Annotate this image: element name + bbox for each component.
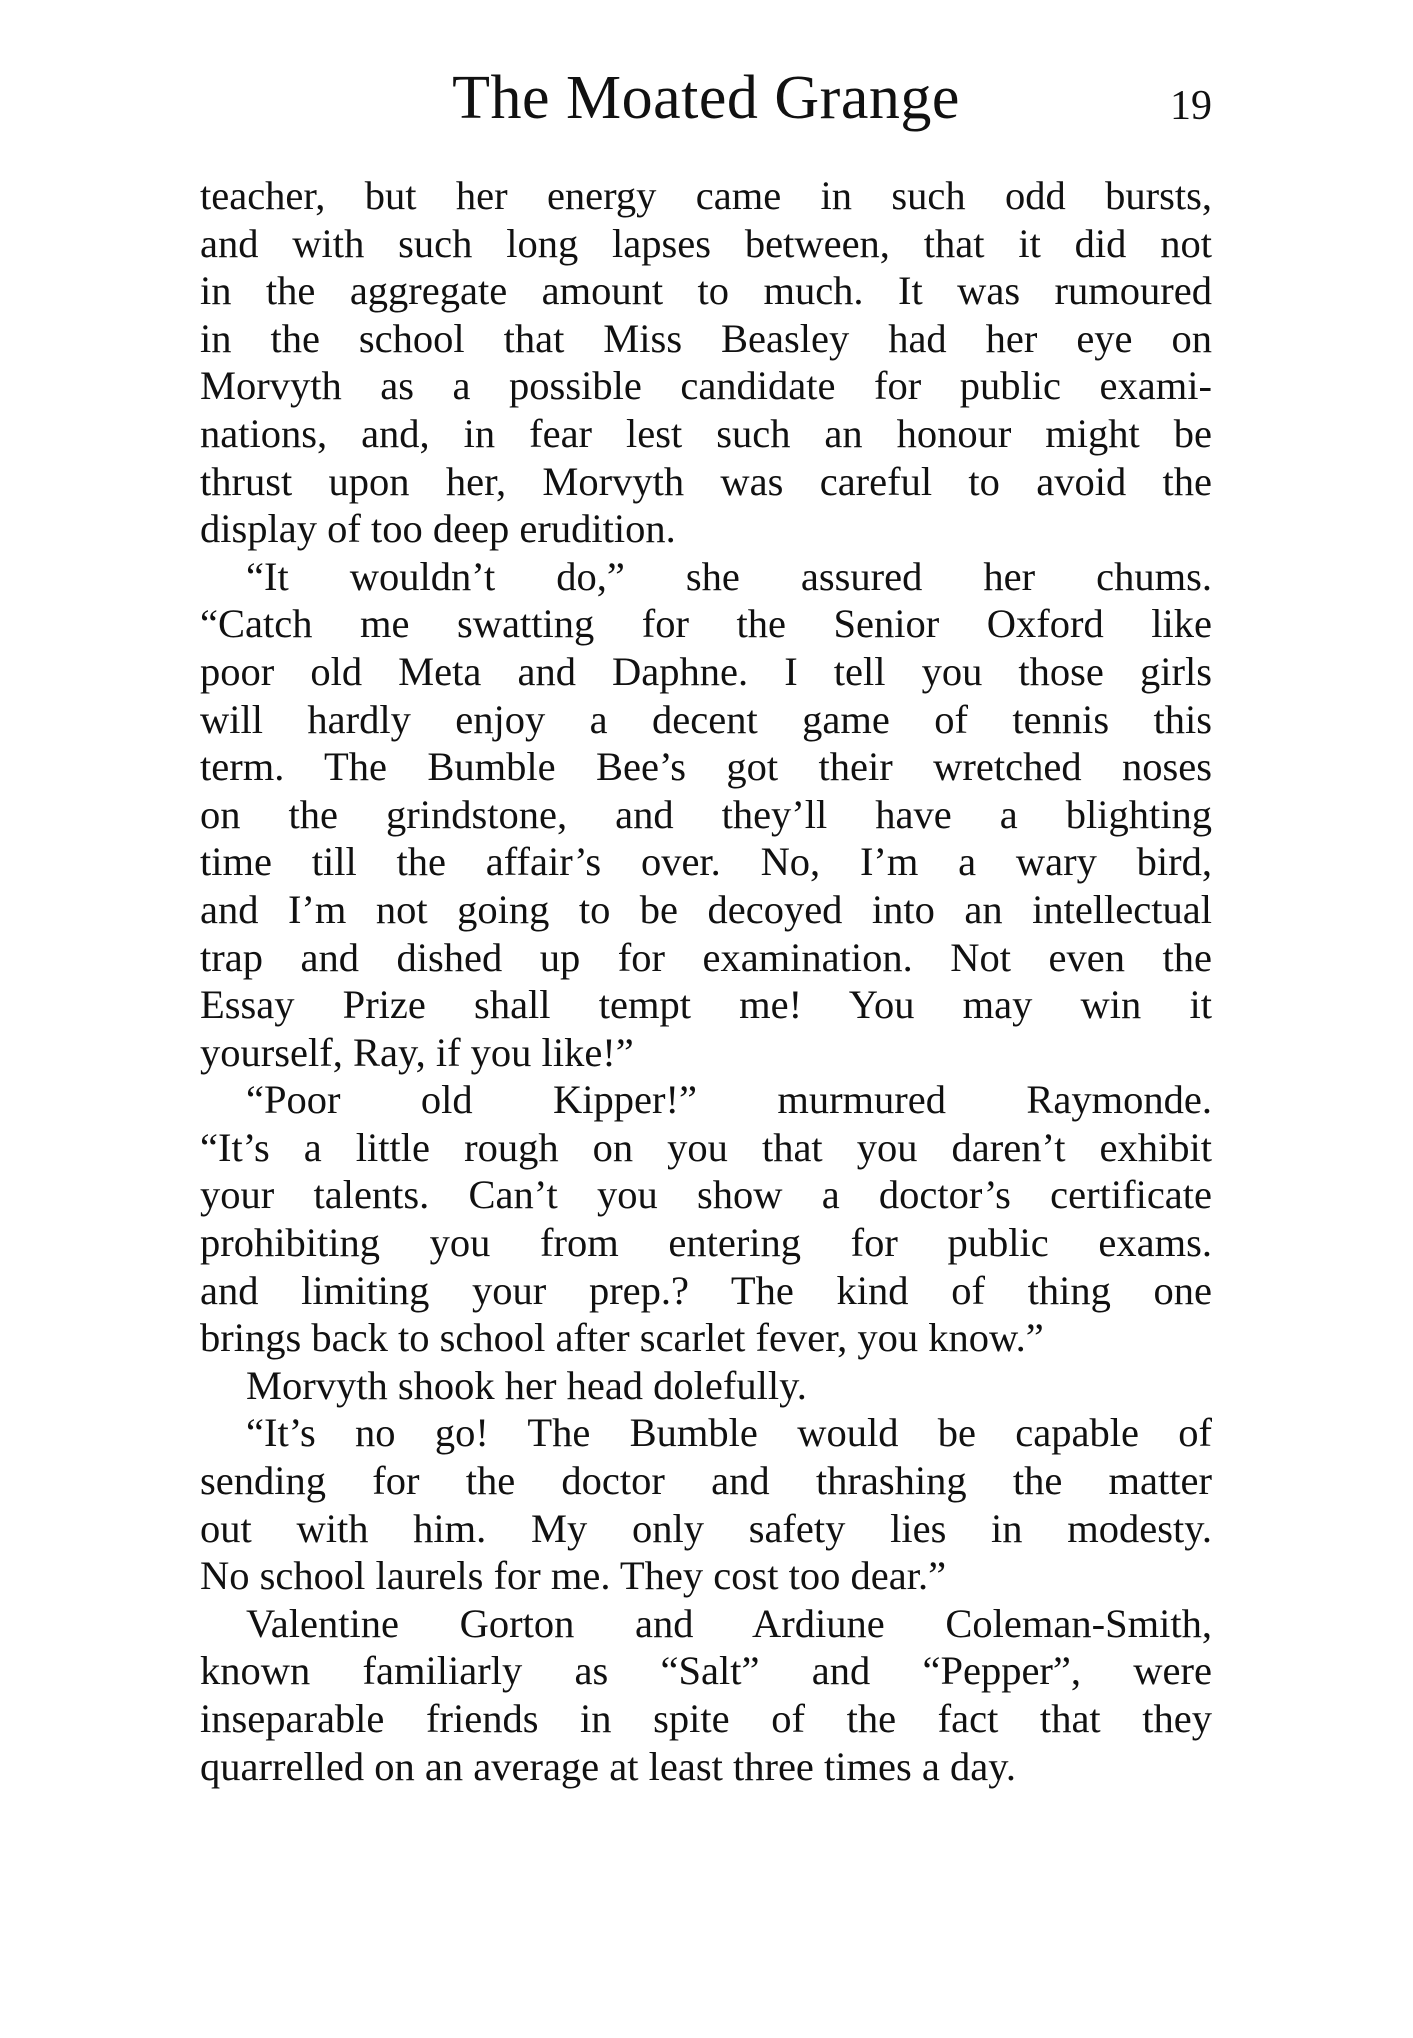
text-line: thrust upon her, Morvyth was careful to avoid the (200, 458, 1212, 504)
text-line: in the school that Miss Beasley had her eye on (200, 315, 1212, 361)
running-head (200, 58, 1212, 138)
text-line: “It’s a little rough on you that you daren’t exhibit (200, 1124, 1212, 1170)
text-line: prohibiting you from entering for public exams. (200, 1220, 1212, 1266)
text-line: Essay Prize shall tempt me! You may win it (200, 982, 1212, 1028)
text-line: term. The Bumble Bee’s got their wretched noses (200, 744, 1212, 790)
text-line: brings back to school after scarlet fever, you know.” (200, 1315, 1044, 1361)
text-line: “It’s no go! The Bumble would be capable of (246, 1410, 1212, 1456)
text-line: out with him. My only safety lies in modesty. (200, 1505, 1212, 1551)
text-line: “It wouldn’t do,” she assured her chums. (246, 553, 1212, 599)
text-line: Valentine Gorton and Ardiune Coleman-Smith, (246, 1600, 1212, 1646)
text-line: “Catch me swatting for the Senior Oxford like (200, 601, 1212, 647)
text-line: trap and dished up for examination. Not even the (200, 934, 1212, 980)
text-line: poor old Meta and Daphne. I tell you those girls (200, 648, 1212, 694)
text-line: and limiting your prep.? The kind of thing one (200, 1267, 1212, 1313)
text-line: Morvyth as a possible candidate for public exami- (200, 363, 1212, 409)
text-line: No school laurels for me. They cost too dear.” (200, 1553, 947, 1599)
text-line: Morvyth shook her head dolefully. (246, 1362, 807, 1408)
text-line: teacher, but her energy came in such odd bursts, (200, 173, 1212, 218)
page-number: 19 (1170, 83, 1212, 129)
text-line: yourself, Ray, if you like!” (200, 1029, 634, 1075)
text-line: known familiarly as “Salt” and “Pepper”, were (200, 1648, 1212, 1694)
body-text (200, 172, 1212, 1790)
text-line: time till the affair’s over. No, I’m a wary bird, (200, 839, 1212, 885)
text-line: and with such long lapses between, that it did not (200, 220, 1212, 266)
text-line: on the grindstone, and they’ll have a blighting (200, 791, 1212, 837)
text-line: sending for the doctor and thrashing the matter (200, 1458, 1212, 1504)
text-line: will hardly enjoy a decent game of tennis this (200, 696, 1212, 742)
text-line: “Poor old Kipper!” murmured Raymonde. (246, 1077, 1212, 1123)
text-line: nations, and, in fear lest such an honour might be (200, 410, 1212, 456)
text-line: quarrelled on an average at least three times a day. (200, 1743, 1016, 1789)
text-line: and I’m not going to be decoyed into an intellectual (200, 886, 1212, 932)
text-line: in the aggregate amount to much. It was rumoured (200, 268, 1212, 314)
text-line: inseparable friends in spite of the fact that they (200, 1696, 1212, 1741)
text-line: your talents. Can’t you show a doctor’s certificate (200, 1172, 1212, 1218)
text-line: display of too deep erudition. (200, 506, 676, 552)
running-title: The Moated Grange (452, 64, 960, 132)
